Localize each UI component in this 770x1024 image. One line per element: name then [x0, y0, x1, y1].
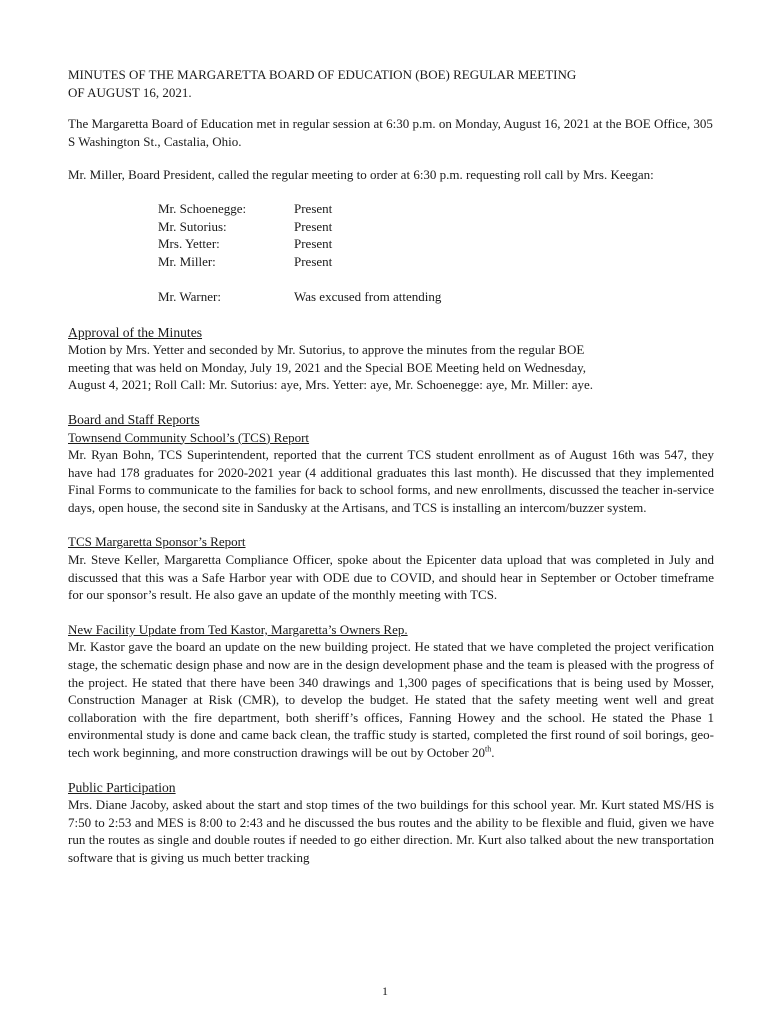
title-line-1: MINUTES OF THE MARGARETTA BOARD OF EDUCATION (BOE) REGULAR MEETING	[68, 67, 577, 82]
tcs-report-heading: Townsend Community School’s (TCS) Report	[68, 429, 310, 445]
excused-status: Was excused from attending	[294, 288, 442, 304]
facility-update-heading: New Facility Update from Ted Kastor, Margaretta’s Owners Rep.	[68, 621, 408, 637]
facility-update-superscript: th	[485, 744, 492, 754]
facility-section	[68, 621, 714, 762]
page-number: 1	[382, 984, 388, 998]
public-participation-text: Mrs. Diane Jacoby, asked about the start and stop times of the two buildings for this school year. Mr. Kurt stated MS/HS is 7:50 to 2:53 and MES is 8:00 to 2:43 and he discussed the bus routes and the ability to be flexible and fluid, given we have run the routes as single and double routes if needed to go either direction. Mr. Kurt also talked about the new transportation software that is giving us much better tracking	[68, 797, 714, 865]
facility-update-body: Mr. Kastor gave the board an update on the new building project. He stated that we have completed the project verification stage, the schematic design phase and now are in the design development phase and the team is pleased with the progress of the project. He stated that there have been 340 drawings and 1,300 pages of specifications that is being used by Mosser, Construction Manager at Risk (CMR), to develop the budget. He stated that the safety meeting went well and great collaboration with the fire department, both sheriff’s offices, Fanning Howey and the school. He stated the Phase 1 environmental study is done and came back clean, the traffic study is started, completed the first round of soil borings, geo-tech work beginning, and more construction drawings will be out by October 20	[68, 639, 714, 760]
roll-call-name: Mr. Miller:	[158, 253, 216, 269]
document-title	[68, 66, 714, 101]
roll-call-status: Present	[294, 236, 333, 252]
approval-line-1: Motion by Mrs. Yetter and seconded by Mr. Sutorius, to approve the minutes from the regular BOE	[68, 342, 585, 358]
roll-call-row	[158, 235, 441, 253]
tcs-report-text: Mr. Ryan Bohn, TCS Superintendent, reported that the current TCS student enrollment as of August 16th was 547, they have had 178 graduates for 2020-2021 year (4 additional graduates this last month). He discussed that they implemented Final Forms to communicate to the families for back to school forms, and new enrollments, discussed the teacher in-service days, open house, the second site in Sandusky at the Artisans, and TCS is installing an intercom/buzzer system.	[68, 447, 714, 515]
roll-call-status: Present	[294, 218, 333, 234]
roll-call-excused-row	[158, 288, 441, 306]
facility-update-end: .	[491, 745, 495, 760]
public-participation-section	[68, 779, 714, 867]
roll-call-status: Present	[294, 253, 333, 269]
roll-call-row	[158, 218, 441, 236]
title-line-2: OF AUGUST 16, 2021.	[68, 84, 192, 100]
roll-call-name: Mr. Schoenegge:	[158, 200, 247, 216]
roll-call-row	[158, 200, 441, 218]
approval-heading: Approval of the Minutes	[68, 324, 203, 340]
roll-call-table	[158, 200, 441, 306]
roll-call-spacer	[158, 270, 441, 288]
approval-line-3: August 4, 2021; Roll Call: Mr. Sutorius: aye, Mrs. Yetter: aye, Mr. Schoenegge: aye, Mr. Miller: aye.	[68, 377, 594, 393]
call-to-order-paragraph: Mr. Miller, Board President, called the regular meeting to order at 6:30 p.m. requesting roll call by Mrs. Keegan:	[68, 167, 654, 183]
document-page	[68, 66, 714, 884]
reports-section	[68, 411, 714, 517]
facility-update-text	[68, 638, 714, 761]
approval-line-2: meeting that was held on Monday, July 19, 2021 and the Special BOE Meeting held on Wednesday,	[68, 359, 587, 375]
public-participation-heading: Public Participation	[68, 779, 176, 795]
roll-call-name: Mrs. Yetter:	[158, 236, 220, 252]
approval-section	[68, 324, 714, 394]
sponsor-report-text: Mr. Steve Keller, Margaretta Compliance Officer, spoke about the Epicenter data upload that was completed in July and discussed that this was a Safe Harbor year with ODE due to COVID, and should hear in September or October timeframe for our sponsor’s result. He also gave an update of the monthly meeting with TCS.	[68, 552, 714, 603]
roll-call-status: Present	[294, 200, 333, 216]
reports-heading: Board and Staff Reports	[68, 411, 200, 427]
sponsor-section	[68, 533, 714, 603]
intro-paragraph: The Margaretta Board of Education met in regular session at 6:30 p.m. on Monday, August 16, 2021 at the BOE Office, 305 S Washington St., Castalia, Ohio.	[68, 116, 713, 149]
roll-call-name: Mr. Sutorius:	[158, 218, 227, 234]
excused-name: Mr. Warner:	[158, 288, 221, 304]
sponsor-report-heading: TCS Margaretta Sponsor’s Report	[68, 534, 246, 550]
roll-call	[68, 200, 714, 306]
roll-call-row	[158, 253, 441, 271]
